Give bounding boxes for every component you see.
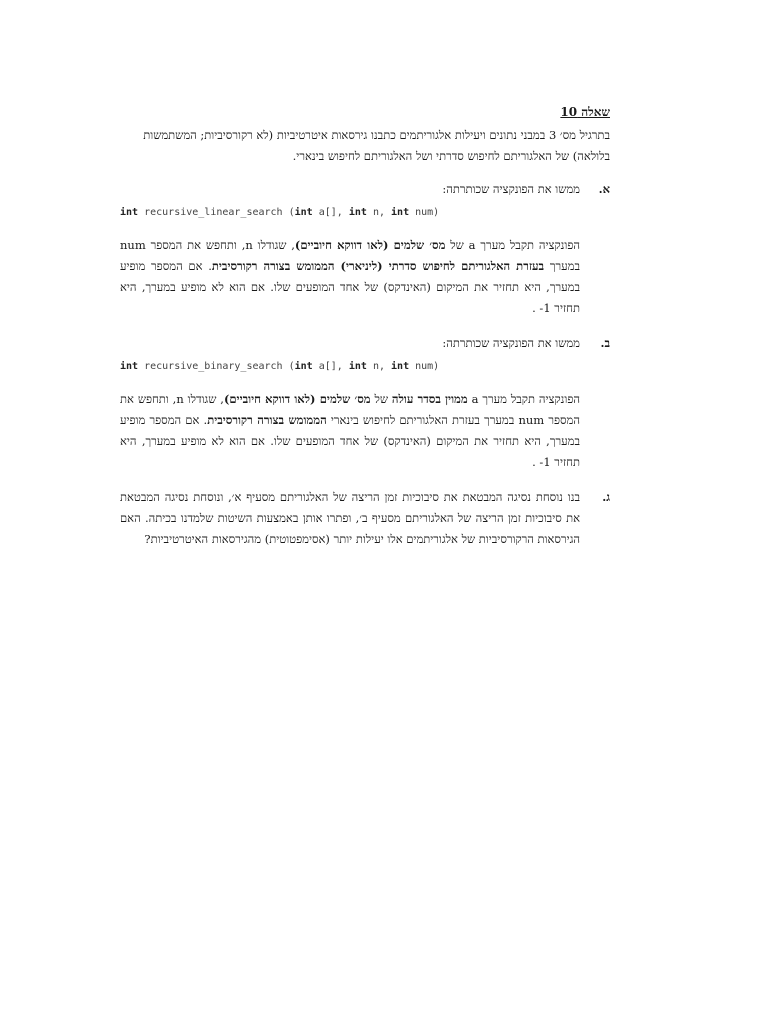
text-run-bold: בעזרת האלגוריתם לחיפוש סדרתי (ליניארי) הממומש בצורה רקורסיבית <box>211 259 545 273</box>
text-run: . אם המספר מופיע במערך, היא תחזיר את המיקום (האינדקס) של אחד המופעים שלו. אם הוא לא מופיע במערך, היא תחזיר 1- . <box>120 413 580 469</box>
text-run: . אם המספר מופיע במערך, היא תחזיר את המיקום (האינדקס) של אחד המופעים שלו. אם הוא לא מופיע במערך, היא תחזיר 1- . <box>120 259 580 315</box>
part-a <box>120 179 610 319</box>
code-keyword: int <box>348 207 367 218</box>
code-param: a[], <box>318 361 343 372</box>
part-b <box>120 333 610 473</box>
code-paren: ( <box>288 361 295 372</box>
code-keyword: int <box>120 207 139 218</box>
question-intro: בתרגיל מס׳ 3 במבני נתונים ויעילות אלגוריתמים כתבנו גירסאות איטרטיביות (לא רקורסיביות; המשתמשות בלולאה) של האלגוריתם לחיפוש סדרתי ושל האלגוריתם לחיפוש בינארי. <box>143 128 610 163</box>
part-b-lead: ממשו את הפונקציה שכותרתה: <box>442 336 580 350</box>
code-param: a[], <box>318 207 343 218</box>
code-param: num) <box>415 207 440 218</box>
code-param: n, <box>372 361 385 372</box>
text-run: הפונקציה תקבל מערך a של <box>445 238 580 252</box>
code-paren: ( <box>288 207 295 218</box>
part-c-marker: ג. <box>602 490 610 504</box>
part-a-lead: ממשו את הפונקציה שכותרתה: <box>442 182 580 196</box>
part-b-description <box>120 389 580 473</box>
text-run-bold: ממוין בסדר עולה <box>391 392 468 406</box>
text-run: הפונקציה תקבל מערך a <box>467 392 581 406</box>
code-function-name: recursive_linear_search <box>144 207 283 218</box>
code-keyword: int <box>348 361 367 372</box>
part-c-description <box>120 487 580 550</box>
part-c <box>120 487 610 550</box>
text-run: , שגודלו n, ותחפש את המספר num במערך בעזרת האלגוריתם לחיפוש בינארי <box>120 392 580 427</box>
code-keyword: int <box>120 361 139 372</box>
text-run-bold: מס׳ שלמים (לאו דווקא חיוביים) <box>223 392 371 406</box>
question-title: שאלה 10 <box>560 105 610 119</box>
code-keyword: int <box>294 207 313 218</box>
question-content <box>120 102 610 564</box>
code-keyword: int <box>294 361 313 372</box>
text-run: של <box>370 392 392 406</box>
code-param: n, <box>372 207 385 218</box>
text-run: , שגודלו n, ותחפש את המספר num במערך <box>120 238 581 273</box>
text-run: בנו נוסחת נסיגה המבטאת את סיבוכיות זמן הריצה של האלגוריתם מסעיף א׳, ונוסחת נסיגה המבטאת את סיבוכיות זמן הריצה של האלגוריתם מסעיף ב׳, ופתרו אותן באמצעות השיטות שלמדנו בכיתה. האם הגירסאות הרקורסיביות של אלגוריתמים אלו יעילות יותר (אסימפטוטית) מהגירסאות האיטרטיביות? <box>120 490 580 546</box>
code-keyword: int <box>391 361 410 372</box>
part-b-signature <box>120 356 610 377</box>
text-run-bold: הממומש בצורה רקורסיבית <box>207 413 327 427</box>
part-a-marker: א. <box>598 182 610 196</box>
part-b-marker: ב. <box>600 336 610 350</box>
code-keyword: int <box>391 207 410 218</box>
code-function-name: recursive_binary_search <box>144 361 283 372</box>
text-run-bold: מס׳ שלמים (לאו דווקא חיוביים) <box>294 238 446 252</box>
code-param: num) <box>415 361 440 372</box>
part-a-signature <box>120 202 610 223</box>
part-a-description <box>120 235 580 319</box>
